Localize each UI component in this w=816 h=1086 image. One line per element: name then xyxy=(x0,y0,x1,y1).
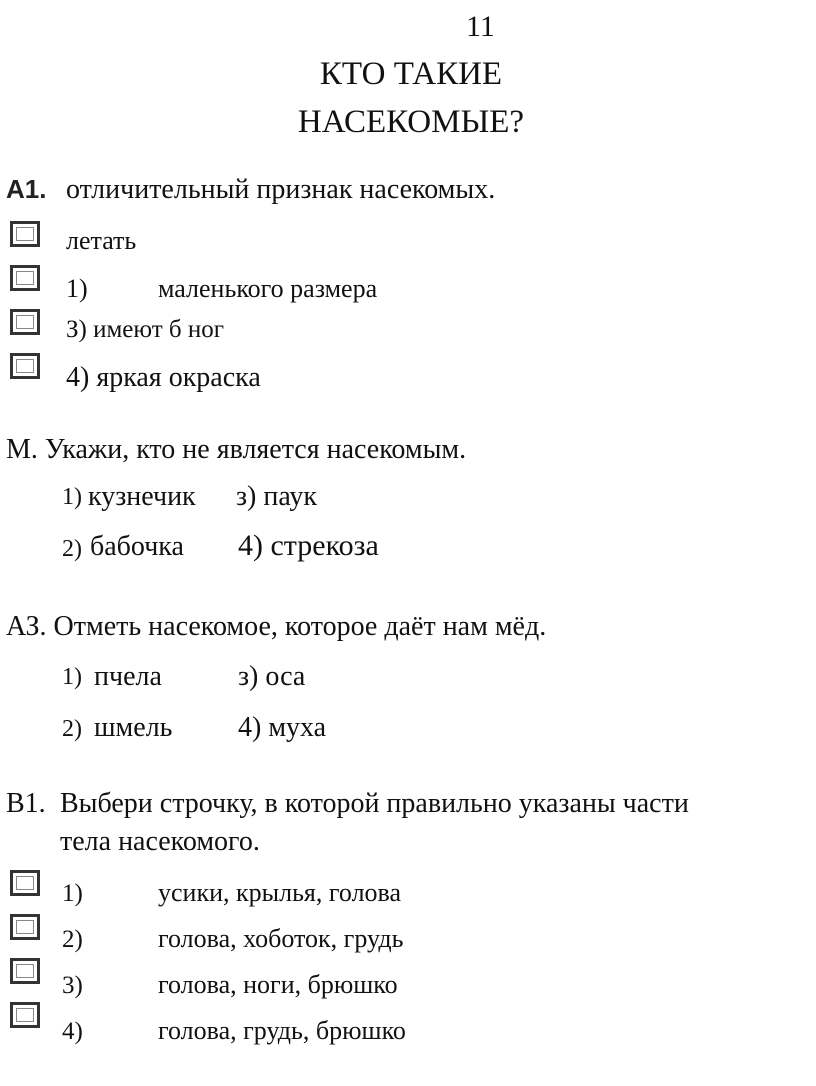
a2-option1-text: кузнечик xyxy=(88,481,196,512)
a2-option3-text: з) паук xyxy=(236,481,317,512)
question-a1-text: отличительный признак насекомых. xyxy=(66,174,496,205)
a3-option4-text: 4) муха xyxy=(238,712,327,743)
page-title-line2: НАСЕКОМЫЕ? xyxy=(297,104,525,140)
a3-option2-text: шмель xyxy=(94,712,173,743)
question-b1-text-line2: тела насекомого. xyxy=(60,826,260,857)
a2-option2-text: бабочка xyxy=(90,531,184,562)
checkbox-b1-option2[interactable] xyxy=(10,914,40,940)
b1-option4-text: голова, грудь, брюшко xyxy=(158,1016,406,1045)
a2-option2-number: 2) xyxy=(62,536,82,562)
question-b1-text-line1: Выбери строчку, в которой правильно указаны части xyxy=(60,788,689,819)
a3-option1-number: 1) xyxy=(62,664,82,690)
question-b1-label: В1. xyxy=(6,788,46,819)
checkbox-b1-option3[interactable] xyxy=(10,958,40,984)
checkbox-a1-option1[interactable] xyxy=(10,221,40,247)
a1-option4-text: 4) яркая окраска xyxy=(66,362,261,393)
page-number: 11 xyxy=(466,10,495,43)
b1-option1-text: усики, крылья, голова xyxy=(158,878,402,907)
question-a2-text: М. Укажи, кто не является насекомым. xyxy=(6,434,467,465)
page-title-line1: КТО ТАКИЕ xyxy=(319,56,503,92)
a1-option1-text: летать xyxy=(66,226,137,255)
question-a3-text: АЗ. Отметь насекомое, которое даёт нам мёд. xyxy=(6,611,547,642)
a1-option2-text: маленького размера xyxy=(158,274,378,303)
checkbox-a1-option4[interactable] xyxy=(10,353,40,379)
a2-option4-text: 4) стрекоза xyxy=(238,529,379,562)
a3-option3-text: з) оса xyxy=(238,661,306,692)
question-a1-label: А1. xyxy=(6,174,47,204)
a2-option1-number: 1) xyxy=(62,484,82,510)
b1-option1-number: 1) xyxy=(62,880,83,907)
checkbox-b1-option4[interactable] xyxy=(10,1002,40,1028)
a3-option2-number: 2) xyxy=(62,716,82,742)
checkbox-a1-option2[interactable] xyxy=(10,265,40,291)
checkbox-b1-option1[interactable] xyxy=(10,870,40,896)
a3-option1-text: пчела xyxy=(94,661,162,692)
b1-option2-text: голова, хоботок, грудь xyxy=(158,924,404,953)
b1-option3-text: голова, ноги, брюшко xyxy=(158,970,398,999)
b1-option4-number: 4) xyxy=(62,1018,83,1045)
b1-option2-number: 2) xyxy=(62,926,83,953)
b1-option3-number: 3) xyxy=(62,972,83,999)
checkbox-a1-option3[interactable] xyxy=(10,309,40,335)
a1-option3-text: З) имеют б ног xyxy=(66,316,225,343)
a1-option2-number: 1) xyxy=(66,274,88,303)
